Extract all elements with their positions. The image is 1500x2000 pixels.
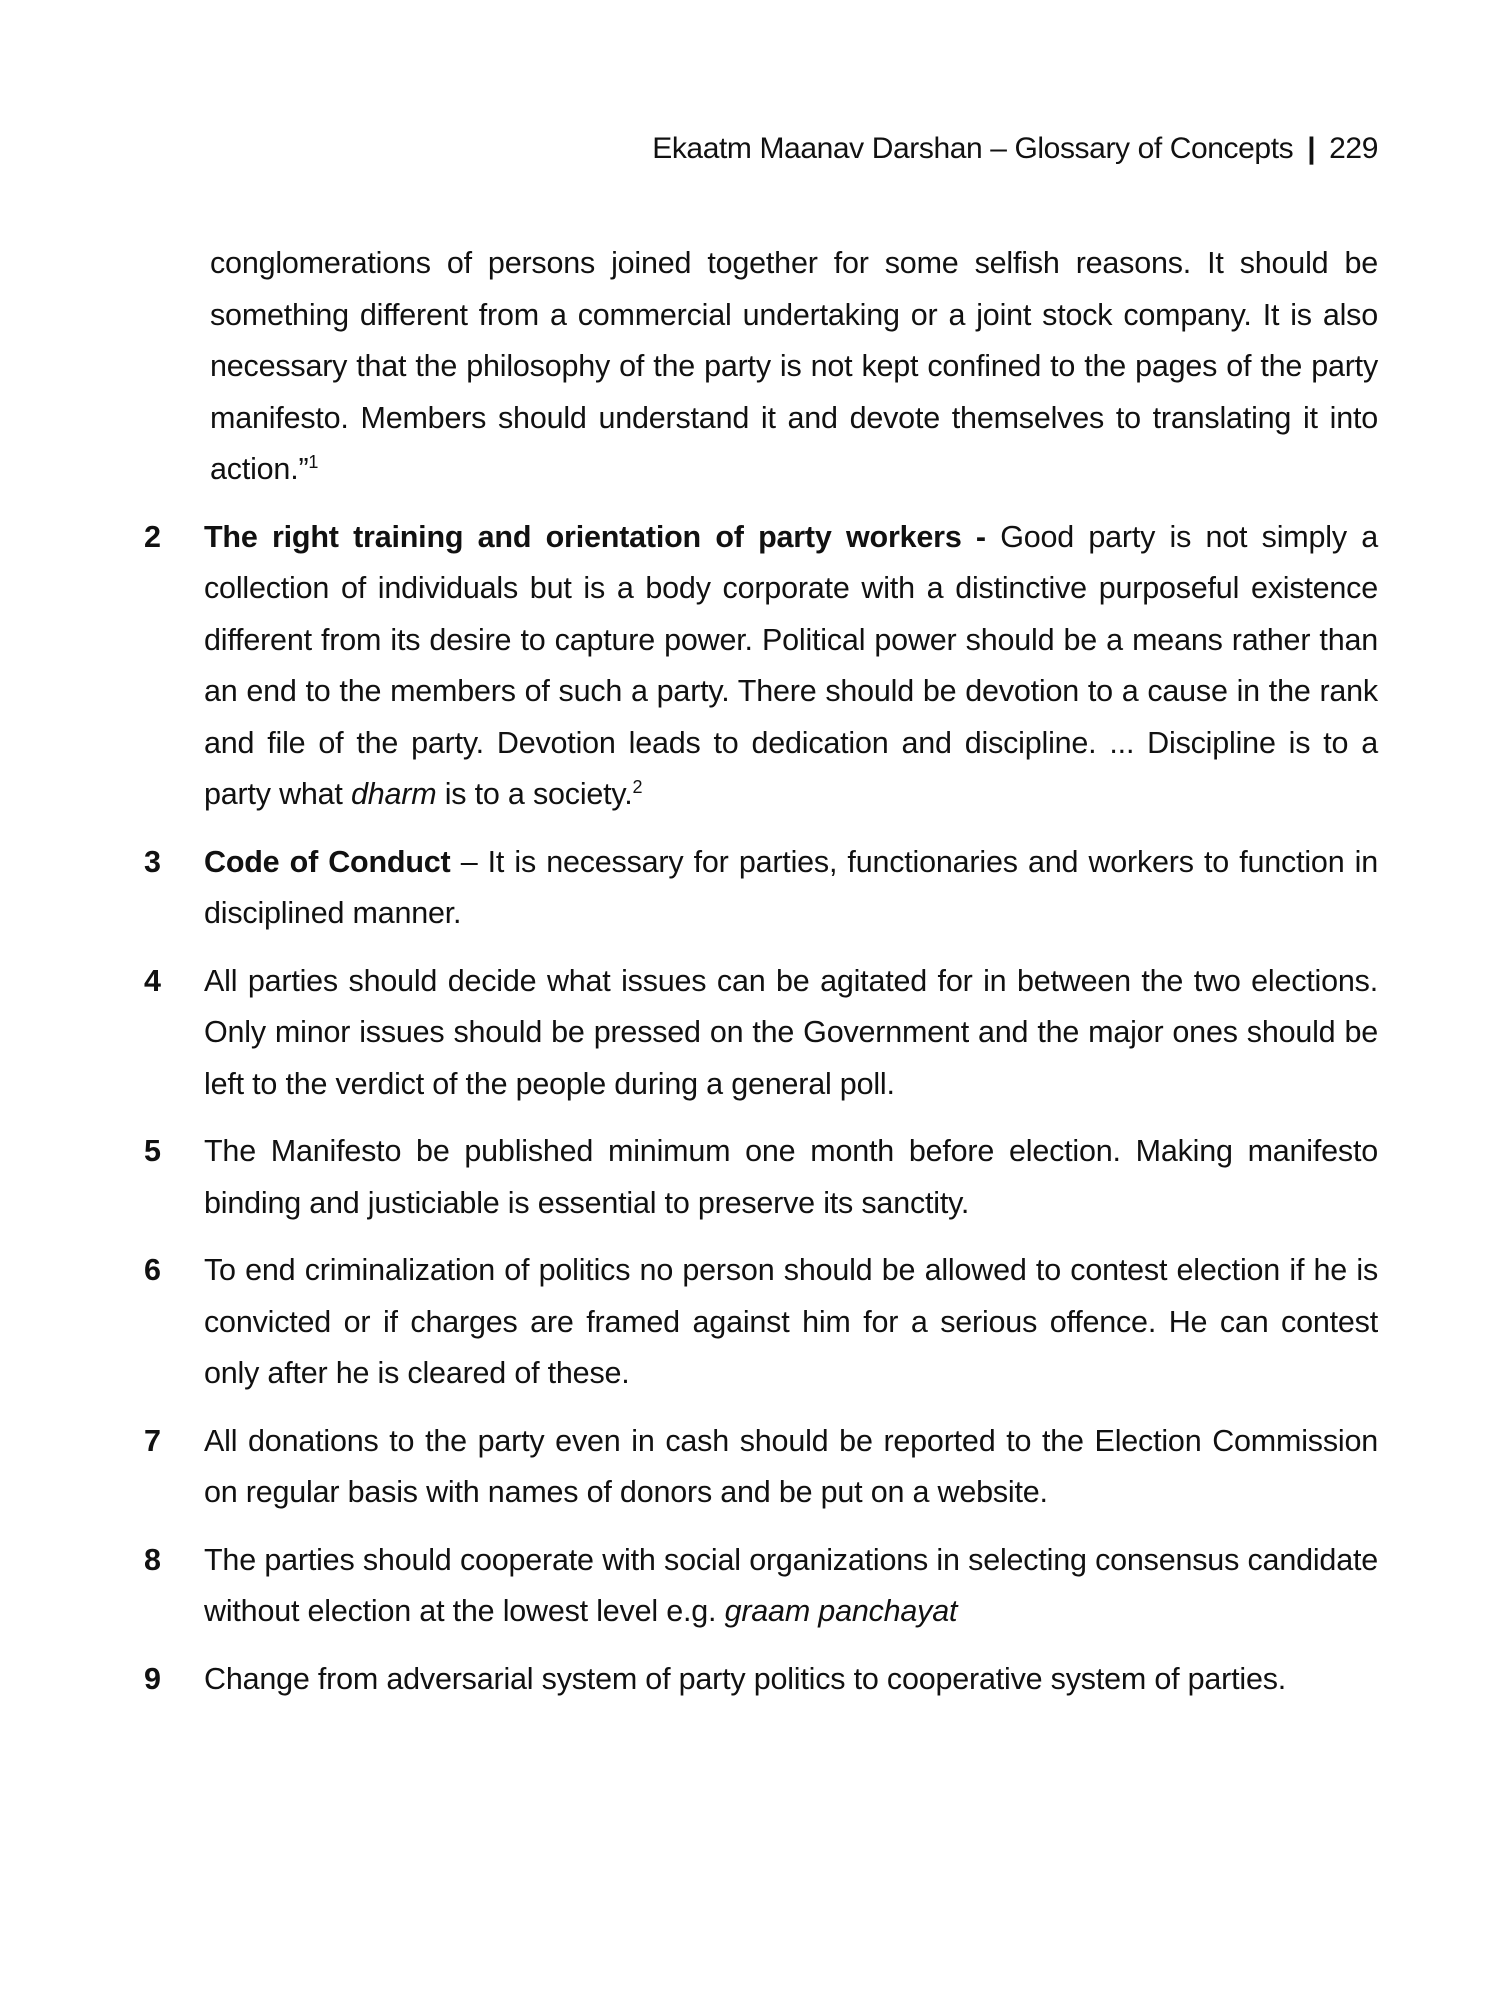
- list-item-2: [140, 512, 1378, 821]
- item-heading-separator: –: [450, 844, 488, 879]
- header-separator: |: [1307, 132, 1316, 165]
- item-number: 3: [144, 844, 161, 879]
- item-body: Change from adversarial system of party politics to cooperative system of parties.: [204, 1661, 1287, 1696]
- item-heading-separator: -: [961, 519, 1001, 554]
- italic-term: dharm: [350, 777, 437, 811]
- item-number: 6: [144, 1253, 161, 1287]
- item-1-continuation: [210, 238, 1378, 496]
- running-header: [652, 132, 1378, 166]
- item-heading: The right training and orientation of party workers: [204, 519, 962, 554]
- item-text: [204, 837, 1378, 940]
- item-body: It is necessary for parties, functionaries and workers to function in disciplined manner.: [204, 844, 1378, 930]
- footnote-ref-2: 2: [632, 776, 643, 797]
- footnote-ref-1: 1: [308, 451, 319, 472]
- continuation-text: conglomerations of persons joined together for some selfish reasons. It should be something different from a commercial undertaking or a joint stock company. It is also necessary that the philosophy of the party is not kept confined to the pages of the party manifesto. Members should understand it and devote themselves to translating it into action.”: [210, 246, 1378, 486]
- page-body: [140, 238, 1378, 1705]
- item-body: The parties should cooperate with social organizations in selecting consensus candidate without election at the lowest level e.g.: [204, 1542, 1378, 1628]
- item-number: 2: [144, 519, 161, 554]
- item-number: 9: [144, 1661, 161, 1696]
- list-item-8: [140, 1535, 1378, 1638]
- italic-term: graam panchayat: [724, 1594, 958, 1628]
- list-item-4: [140, 956, 1378, 1111]
- item-text: [204, 1535, 1378, 1638]
- item-number: 4: [144, 963, 161, 998]
- item-body: All donations to the party even in cash should be reported to the Election Commission on regular basis with names of donors and be put on a website.: [204, 1423, 1378, 1509]
- item-number: 5: [144, 1134, 161, 1168]
- list-item-3: [140, 837, 1378, 940]
- item-heading: Code of Conduct: [204, 844, 451, 879]
- item-number: 7: [144, 1423, 161, 1458]
- item-body-tail: is to a society.: [436, 777, 633, 811]
- item-body: All parties should decide what issues can be agitated for in between the two elections. Only minor issues should be pressed on the Government and the major ones should be left to the verdict of the people during a general poll.: [204, 963, 1378, 1101]
- item-text: [204, 512, 1378, 821]
- list-item-7: [140, 1416, 1378, 1519]
- item-body: The Manifesto be published minimum one month before election. Making manifesto binding and justiciable is essential to preserve its sanctity.: [204, 1134, 1378, 1220]
- list-item-9: [140, 1654, 1378, 1706]
- list-item-6: [140, 1245, 1378, 1400]
- book-title: Ekaatm Maanav Darshan – Glossary of Concepts: [652, 132, 1294, 165]
- page-number: 229: [1329, 132, 1378, 165]
- item-number: 8: [144, 1542, 161, 1577]
- item-body: To end criminalization of politics no person should be allowed to contest election if he is convicted or if charges are framed against him for a serious offence. He can contest only after he is cleared of these.: [204, 1253, 1378, 1390]
- item-body: Good party is not simply a collection of individuals but is a body corporate with a distinctive purposeful existence different from its desire to capture power. Political power should be a means rather than an end to the members of such a party. There should be devotion to a cause in the rank and file of the party. Devotion leads to dedication and discipline. ... Discipline is to a party what: [204, 519, 1378, 811]
- list-item-5: [140, 1126, 1378, 1229]
